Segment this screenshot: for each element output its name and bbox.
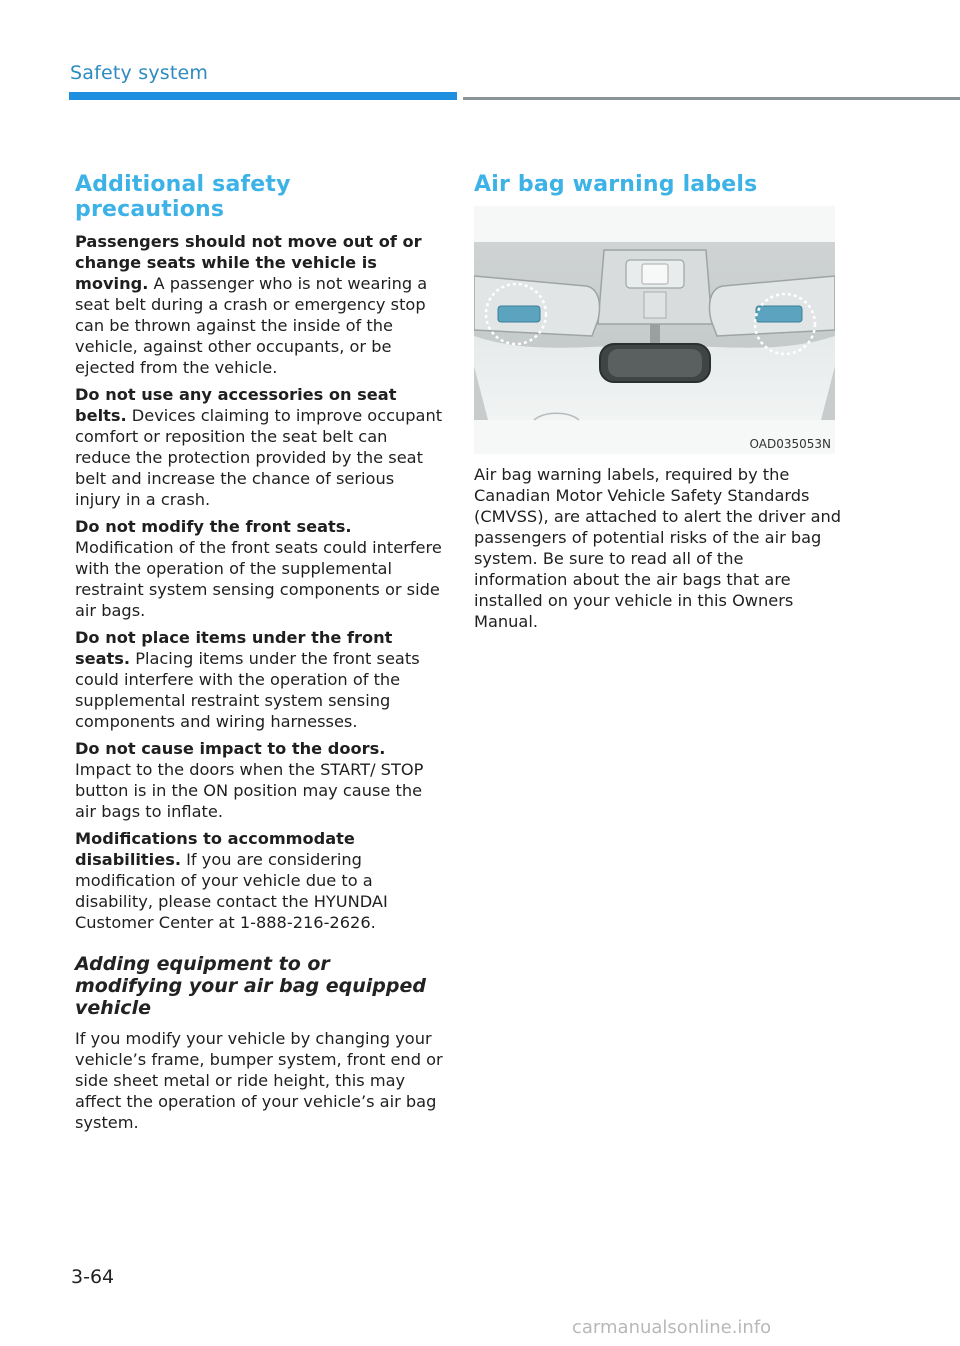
figure-code: OAD035053N bbox=[749, 437, 831, 451]
paragraph-warning-labels: Air bag warning labels, required by the Canadian Motor Vehicle Safety Standards (CMVSS), are attached to alert the driver and passengers of potential risks of the air bag system. Be sure to read all of the information about the air bags that are installed on your vehicle in this Owners Manual. bbox=[474, 465, 842, 631]
paragraph-body: If you are considering modification of your vehicle due to a disability, please contact the HYUNDAI Customer Center at 1-888-216-2626. bbox=[75, 850, 388, 932]
paragraph-body: A passenger who is not wearing a seat belt during a crash or emergency stop can be thrown against the inside of the vehicle, against other occupants, or be ejected from the vehicle. bbox=[75, 274, 428, 377]
paragraph-moving bbox=[75, 231, 443, 378]
paragraph-disabilities bbox=[75, 828, 443, 933]
paragraph-lead: Do not modify the front seats. bbox=[75, 517, 352, 536]
paragraph-body: Devices claiming to improve occupant comfort or reposition the seat belt can reduce the protection provided by the seat belt and increase the chance of serious injury in a crash. bbox=[75, 406, 443, 509]
header-rule-blue bbox=[69, 92, 457, 100]
running-header: Safety system bbox=[70, 62, 209, 84]
section-heading-precautions: Additional safety precautions bbox=[75, 172, 291, 222]
paragraph-items-under-seats bbox=[75, 627, 443, 732]
paragraph-front-seats bbox=[75, 516, 443, 621]
paragraph-accessories bbox=[75, 384, 443, 510]
paragraph-lead: Do not cause impact to the doors. bbox=[75, 739, 386, 758]
right-column bbox=[474, 172, 842, 638]
section-heading-warning-labels: Air bag warning labels bbox=[474, 172, 758, 197]
subheading-adding-equipment: Adding equipment to or modifying your air bag equipped vehicle bbox=[75, 953, 426, 1019]
paragraph-lead: Modifications to accommodate disabilities. bbox=[75, 829, 355, 869]
left-column bbox=[75, 172, 443, 1139]
watermark: carmanualsonline.info bbox=[572, 1317, 772, 1338]
paragraph-lead: Passengers should not move out of or change seats while the vehicle is moving. bbox=[75, 232, 422, 293]
page-number: 3-64 bbox=[71, 1266, 115, 1288]
sun-visor-illustration bbox=[474, 206, 835, 454]
paragraph-doors bbox=[75, 738, 443, 822]
paragraph-body: Placing items under the front seats could interfere with the operation of the supplemental restraint system sensing components and wiring harnesses. bbox=[75, 649, 420, 731]
header-rule-gray bbox=[463, 97, 960, 100]
paragraph-body: Modification of the front seats could interfere with the operation of the supplemental restraint system sensing components or side air bags. bbox=[75, 538, 442, 620]
airbag-label-figure bbox=[474, 206, 835, 454]
paragraph-lead: Do not place items under the front seats. bbox=[75, 628, 393, 668]
paragraph-modify-vehicle: If you modify your vehicle by changing your vehicle’s frame, bumper system, front end or side sheet metal or ride height, this may affect the operation of your vehicle’s air bag system. bbox=[75, 1029, 443, 1132]
paragraph-body: Impact to the doors when the START/ STOP button is in the ON position may cause the air bags to inflate. bbox=[75, 760, 424, 821]
paragraph-lead: Do not use any accessories on seat belts. bbox=[75, 385, 397, 425]
